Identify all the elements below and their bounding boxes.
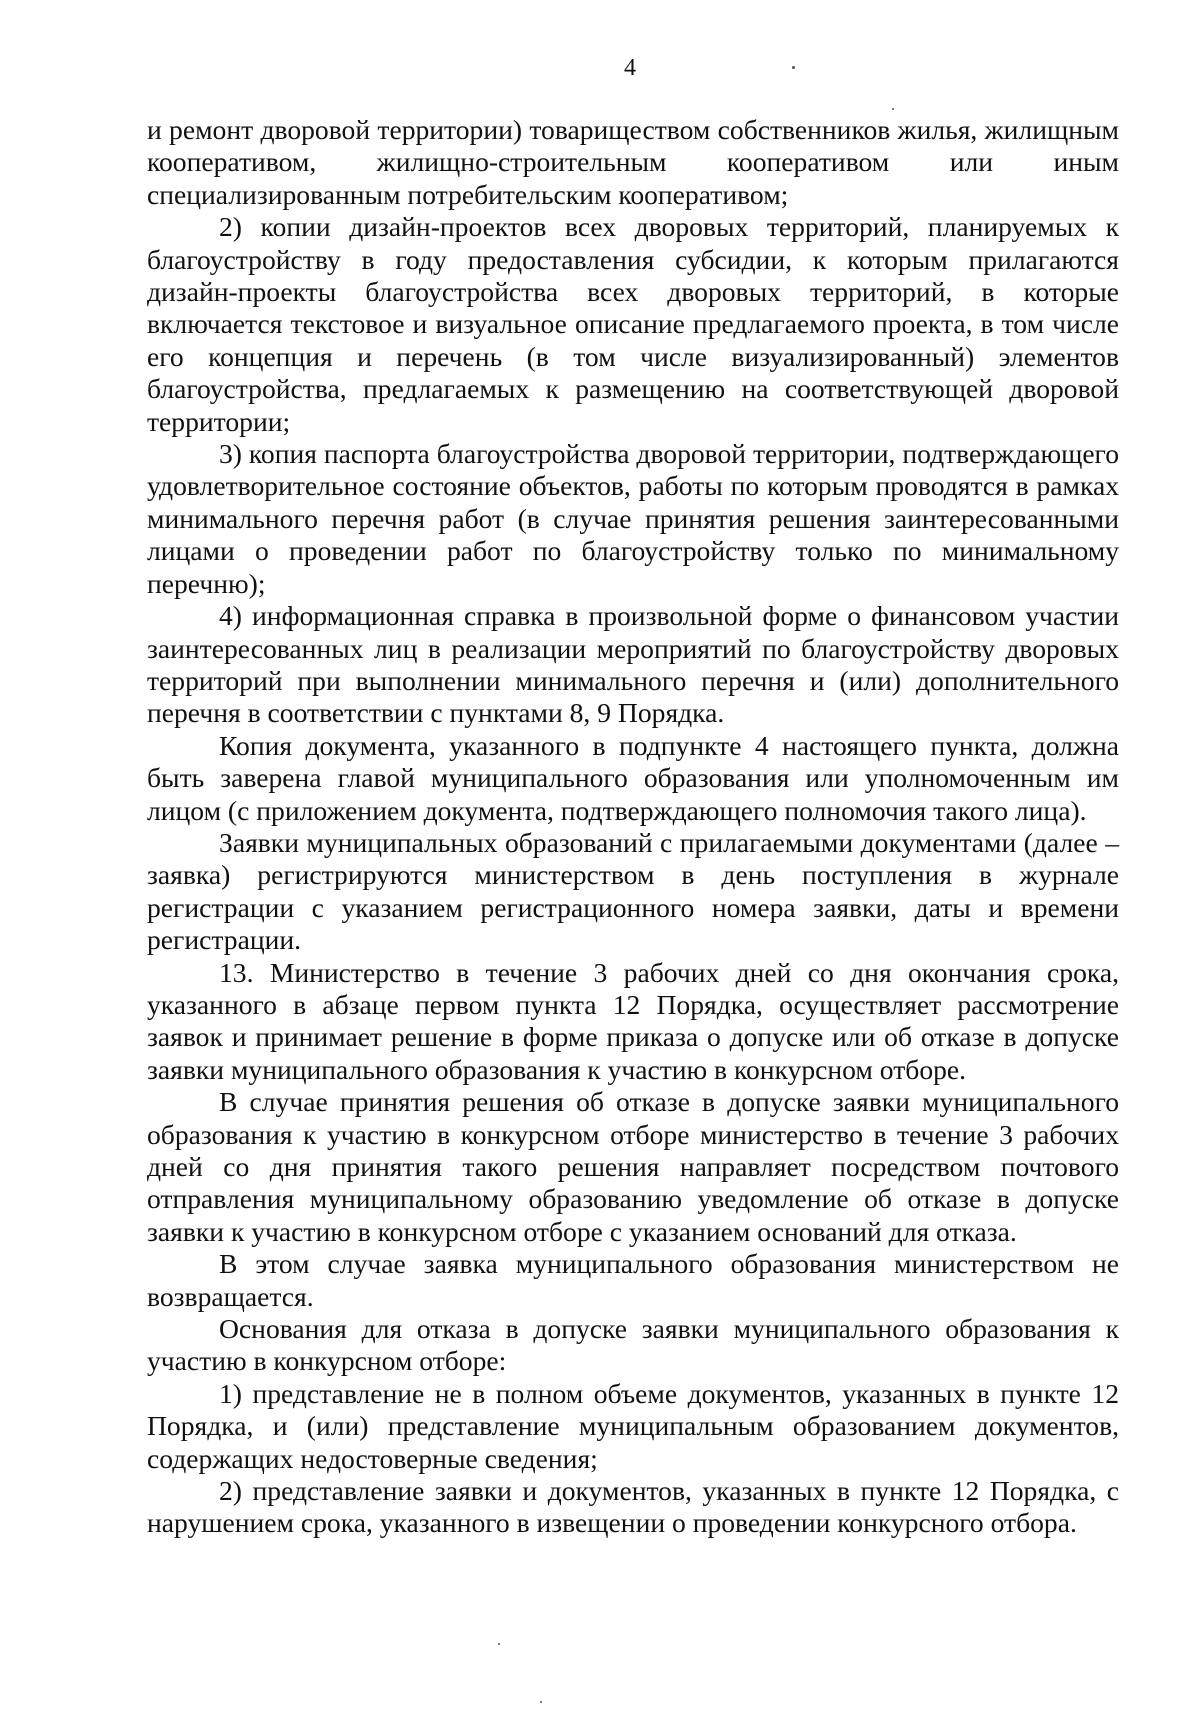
paragraph-item-3: 3) копия паспорта благоустройства дворовой территории, подтверждающего удовлетворительное состояние объектов, работы по которым проводятся в рамках минимального перечня работ (в случае принятия решения заинтересованными лицами о проведении работ по благоустройству только по минимальному перечню); — [147, 438, 1119, 599]
paragraph-not-returned: В этом случае заявка муниципального образования министерством не возвращается. — [147, 1248, 1119, 1312]
scan-speck — [498, 1643, 500, 1645]
paragraph-ground-1: 1) представление не в полном объеме документов, указанных в пункте 12 Порядка, и (или) представление муниципальным образованием документов, содержащих недостоверные сведения; — [147, 1377, 1119, 1474]
paragraph-item-4: 4) информационная справка в произвольной форме о финансовом участии заинтересованных лиц в реализации мероприятий по благоустройству дворовых территорий при выполнении минимального перечня и (или) дополнительного перечня в соответствии с пунктами 8, 9 Порядка. — [147, 600, 1119, 729]
paragraph-refusal-notice: В случае принятия решения об отказе в допуске заявки муниципального образования к участию в конкурсном отборе министерство в течение 3 рабочих дней со дня принятия такого решения направляет посредством почтового отправления муниципальному образованию уведомление об отказе в допуске заявки к участию в конкурсном отборе с указанием оснований для отказа. — [147, 1086, 1119, 1247]
scan-speck — [892, 108, 894, 110]
paragraph-applications-registration: Заявки муниципальных образований с прилагаемыми документами (далее – заявка) регистрируются министерством в день поступления в журнале регистрации с указанием регистрационного номера заявки, даты и времени регистрации. — [147, 826, 1119, 956]
scan-speck — [792, 66, 795, 69]
page-number: 4 — [624, 55, 636, 81]
paragraph-refusal-grounds: Основания для отказа в допуске заявки муниципального образования к участию в конкурсном отборе: — [147, 1313, 1119, 1377]
document-body — [147, 114, 1119, 1540]
paragraph-copy-certification: Копия документа, указанного в подпункте 4 настоящего пункта, должна быть заверена главой муниципального образования или уполномоченным им лицом (с приложением документа, подтверждающего полномочия такого лица). — [147, 729, 1119, 826]
paragraph-item-2: 2) копии дизайн-проектов всех дворовых территорий, планируемых к благоустройству в году предоставления субсидии, к которым прилагаются дизайн-проекты благоустройства всех дворовых территорий, в которые включается текстовое и визуальное описание предлагаемого проекта, в том числе его концепция и перечень (в том числе визуализированный) элементов благоустройства, предлагаемых к размещению на соответствующей дворовой территории; — [147, 211, 1119, 437]
paragraph-continuation: и ремонт дворовой территории) товариществом собственников жилья, жилищным кооперативом, жилищно-строительным кооперативом или иным специализированным потребительским кооперативом; — [147, 114, 1119, 210]
paragraph-ground-2: 2) представление заявки и документов, указанных в пункте 12 Порядка, с нарушением срока, указанного в извещении о проведении конкурсного отбора. — [147, 1475, 1119, 1539]
scan-speck — [540, 1701, 542, 1703]
paragraph-clause-13: 13. Министерство в течение 3 рабочих дней со дня окончания срока, указанного в абзаце первом пункта 12 Порядка, осуществляет рассмотрение заявок и принимает решение в форме приказа о допуске или об отказе в допуске заявки муниципального образования к участию в конкурсном отборе. — [147, 956, 1119, 1085]
